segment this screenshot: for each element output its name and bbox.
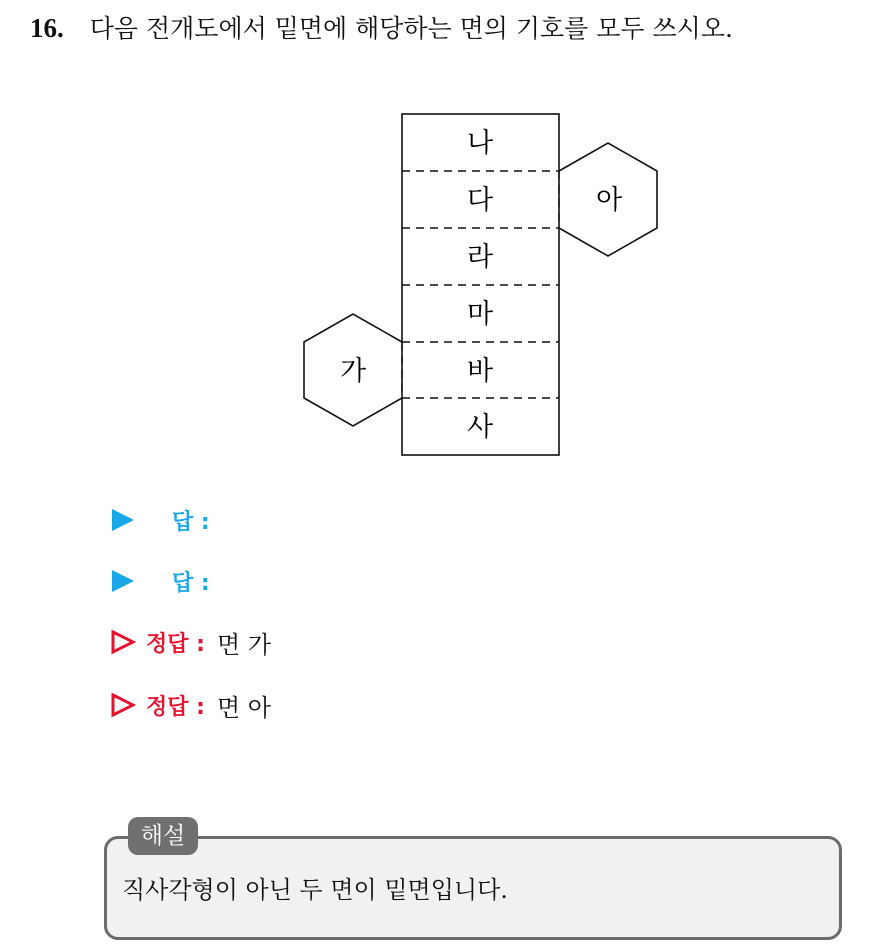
- answer-row-2: [110, 563, 222, 599]
- explanation-badge: 해설: [128, 817, 198, 855]
- outline-triangle-icon: [110, 629, 136, 655]
- outline-triangle-icon: [110, 692, 136, 718]
- face-label-na: 나: [466, 128, 494, 159]
- explanation-text: 직사각형이 아닌 두 면이 밑면입니다.: [122, 876, 508, 904]
- answer-label: 답 :: [172, 509, 210, 535]
- face-label-ra: 라: [466, 242, 494, 273]
- filled-triangle-icon: [110, 568, 136, 594]
- face-label-a: 아: [595, 185, 623, 216]
- correct-answer-label: 정답 :: [146, 631, 205, 657]
- correct-answer-row-1: [110, 624, 271, 660]
- correct-answer-value: 면 가: [216, 630, 271, 659]
- correct-answer-label: 정답 :: [146, 694, 205, 720]
- question-text: 다음 전개도에서 밑면에 해당하는 면의 기호를 모두 쓰시오.: [89, 14, 733, 43]
- question-number: 16.: [30, 13, 64, 43]
- correct-answer-value: 면 아: [216, 693, 271, 722]
- answer-label: 답 :: [172, 570, 210, 596]
- face-label-da: 다: [466, 185, 494, 216]
- face-label-ba: 바: [466, 356, 494, 387]
- answer-row-1: [110, 502, 222, 538]
- face-label-ma: 마: [466, 299, 494, 330]
- face-label-ga: 가: [339, 356, 367, 387]
- filled-triangle-icon: [110, 507, 136, 533]
- face-label-sa: 사: [466, 412, 494, 443]
- correct-answer-row-2: [110, 687, 271, 723]
